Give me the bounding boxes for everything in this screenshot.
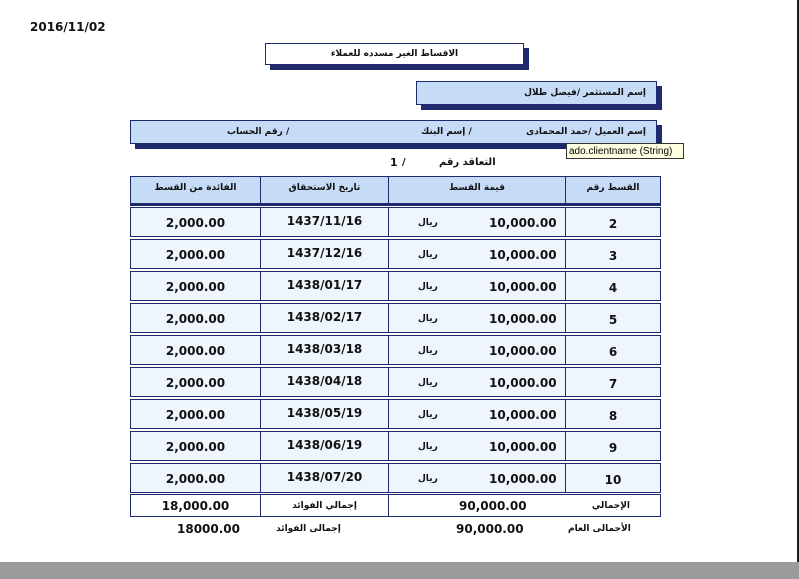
header-due-date: تاريخ الاستحقاق: [260, 176, 389, 204]
currency-label: ريال: [418, 442, 438, 452]
interest-total-label: إجمالي الفوائد: [292, 501, 357, 511]
due-date: 1438/01/17: [286, 278, 363, 292]
due-date: 1438/03/18: [286, 342, 363, 356]
currency-label: ريال: [418, 346, 438, 356]
installment-no: 8: [608, 409, 618, 423]
due-date: 1438/06/19: [286, 438, 363, 452]
grand-total-value: 90,000.00: [456, 522, 524, 536]
interest-value: 2,000.00: [165, 376, 226, 390]
field-tooltip: ado.clientname (String): [566, 143, 684, 159]
contract-number: 1: [390, 156, 398, 169]
due-date: 1438/04/18: [286, 374, 363, 388]
installment-no-cell: [565, 431, 661, 461]
interest-cell: [130, 367, 261, 397]
header-installment-no: القسط رقم: [565, 176, 661, 204]
installment-amount: 10,000.00: [489, 408, 557, 422]
total-label: الإجمالي: [591, 501, 630, 511]
installment-no-cell: [565, 239, 661, 269]
header-interest: الفائدة من القسط: [130, 176, 261, 204]
report-date: 2016/11/02: [30, 20, 106, 34]
report-title: الاقساط الغير مسدده للعملاء: [265, 43, 524, 65]
due-date-cell: [260, 335, 389, 365]
due-date-cell: [260, 239, 389, 269]
installment-no: 10: [604, 473, 622, 487]
grand-total-label: الأجمالى العام: [568, 524, 631, 534]
interest-cell: [130, 463, 261, 493]
client-info-bar: [130, 120, 657, 144]
interest-cell: [130, 207, 261, 237]
currency-label: ريال: [418, 314, 438, 324]
interest-value: 2,000.00: [165, 440, 226, 454]
table-row: [0, 303, 799, 333]
contract-separator: /: [402, 157, 406, 168]
currency-label: ريال: [418, 250, 438, 260]
due-date-cell: [260, 207, 389, 237]
installment-no-cell: [565, 399, 661, 429]
grand-interest-value: 18000.00: [177, 522, 241, 536]
table-row: [0, 271, 799, 301]
due-date-cell: [260, 303, 389, 333]
currency-label: ريال: [418, 474, 438, 484]
table-row: [0, 367, 799, 397]
interest-cell: [130, 239, 261, 269]
due-date: 1438/05/19: [286, 406, 363, 420]
account-number: رقم الحساب /: [227, 127, 290, 137]
installment-amount-cell: [388, 367, 566, 397]
installment-amount-cell: [388, 271, 566, 301]
due-date: 1438/07/20: [286, 470, 363, 484]
installment-amount-cell: [388, 335, 566, 365]
installment-amount-cell: [388, 207, 566, 237]
installment-amount: 10,000.00: [489, 440, 557, 454]
due-date-cell: [260, 463, 389, 493]
interest-cell: [130, 303, 261, 333]
installment-amount: 10,000.00: [489, 312, 557, 326]
installment-no-cell: [565, 335, 661, 365]
interest-cell: [130, 271, 261, 301]
table-row: [0, 239, 799, 269]
table-row: [0, 463, 799, 493]
header-installment-amount: قيمة القسط: [388, 176, 566, 204]
installment-amount: 10,000.00: [489, 280, 557, 294]
due-date-cell: [260, 367, 389, 397]
installment-amount-cell: [388, 463, 566, 493]
installment-no: 3: [608, 249, 618, 263]
installment-no-cell: [565, 367, 661, 397]
installment-amount: 10,000.00: [489, 472, 557, 486]
installment-no: 6: [608, 345, 618, 359]
installment-no-cell: [565, 303, 661, 333]
interest-total-label-box: [260, 494, 389, 517]
installment-no-cell: [565, 207, 661, 237]
due-date-cell: [260, 399, 389, 429]
due-date: 1437/12/16: [286, 246, 363, 260]
interest-value: 2,000.00: [165, 216, 226, 230]
currency-label: ريال: [418, 282, 438, 292]
table-row: [0, 399, 799, 429]
interest-cell: [130, 335, 261, 365]
interest-total-value: 18,000.00: [161, 499, 230, 513]
installment-no-cell: [565, 271, 661, 301]
client-name[interactable]: إسم العميل /حمد المحمادى: [526, 127, 646, 137]
interest-cell: [130, 431, 261, 461]
installment-amount-cell: [388, 239, 566, 269]
currency-label: ريال: [418, 410, 438, 420]
investor-box: [416, 81, 657, 105]
table-row: [0, 207, 799, 237]
total-box: [388, 494, 661, 517]
bank-name: إسم البنك /: [421, 127, 472, 137]
installment-amount: 10,000.00: [489, 248, 557, 262]
interest-value: 2,000.00: [165, 472, 226, 486]
installment-no: 9: [608, 441, 618, 455]
due-date: 1437/11/16: [286, 214, 363, 228]
due-date: 1438/02/17: [286, 310, 363, 324]
viewer-bottom-bar: [0, 562, 799, 579]
interest-value: 2,000.00: [165, 312, 226, 326]
installment-amount-cell: [388, 399, 566, 429]
interest-total-value-box: [130, 494, 261, 517]
interest-cell: [130, 399, 261, 429]
installment-amount: 10,000.00: [489, 216, 557, 230]
installment-amount: 10,000.00: [489, 376, 557, 390]
installment-amount-cell: [388, 431, 566, 461]
table-row: [0, 431, 799, 461]
currency-label: ريال: [418, 378, 438, 388]
installment-no: 5: [608, 313, 618, 327]
installment-no: 4: [608, 281, 618, 295]
installment-no: 2: [608, 217, 618, 231]
interest-value: 2,000.00: [165, 344, 226, 358]
due-date-cell: [260, 271, 389, 301]
installment-no-cell: [565, 463, 661, 493]
table-row: [0, 335, 799, 365]
currency-label: ريال: [418, 218, 438, 228]
interest-value: 2,000.00: [165, 280, 226, 294]
interest-value: 2,000.00: [165, 248, 226, 262]
installment-no: 7: [608, 377, 618, 391]
installment-amount-cell: [388, 303, 566, 333]
contract-label: التعاقد رقم: [439, 157, 496, 168]
due-date-cell: [260, 431, 389, 461]
total-value: 90,000.00: [459, 499, 527, 513]
interest-value: 2,000.00: [165, 408, 226, 422]
installment-amount: 10,000.00: [489, 344, 557, 358]
grand-interest-label: إجمالى الفوائد: [276, 524, 341, 534]
investor-name: إسم المستثمر /فيصل طلال: [524, 88, 646, 98]
